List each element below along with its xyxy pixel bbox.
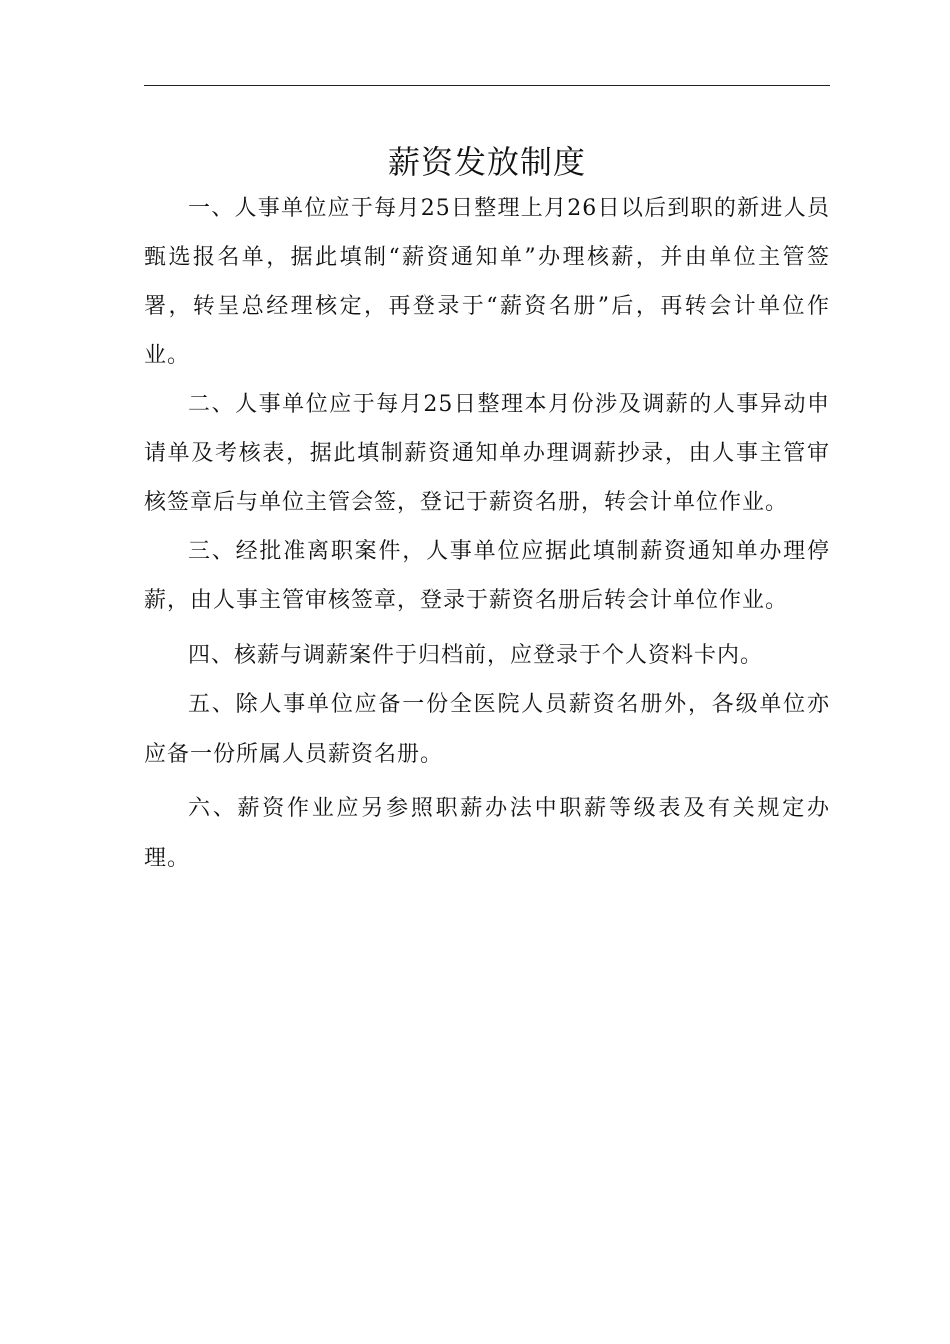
paragraph-3: 三、经批准离职案件，人事单位应据此填制薪资通知单办理停薪，由人事主管审核签章，登录于薪资名册后转会计单位作业。: [144, 539, 830, 613]
header-rule: [144, 85, 830, 86]
document-title: 薪资发放制度: [387, 143, 586, 182]
paragraph-4: 四、核薪与调薪案件于归档前，应登录于个人资料卡内。: [188, 643, 764, 668]
paragraph-5: 五、除人事单位应备一份全医院人员薪资名册外，各级单位亦应备一份所属人员薪资名册。: [144, 692, 830, 767]
document-body: [144, 184, 830, 884]
paragraph-2: 二、人事单位应于每月25日整理本月份涉及调薪的人事异动申请单及考核表，据此填制薪资通知单办理调薪抄录，由人事主管审核签章后与单位主管会签，登记于薪资名册，转会计单位作业。: [144, 392, 830, 515]
paragraph-6: 六、薪资作业应另参照职薪办法中职薪等级表及有关规定办理。: [144, 796, 830, 871]
paragraph-1: 一、人事单位应于每月25日整理上月26日以后到职的新进人员甄选报名单，据此填制“薪资通知单”办理核薪，并由单位主管签署，转呈总经理核定，再登录于“薪资名册”后，再转会计单位作业。: [144, 196, 830, 368]
